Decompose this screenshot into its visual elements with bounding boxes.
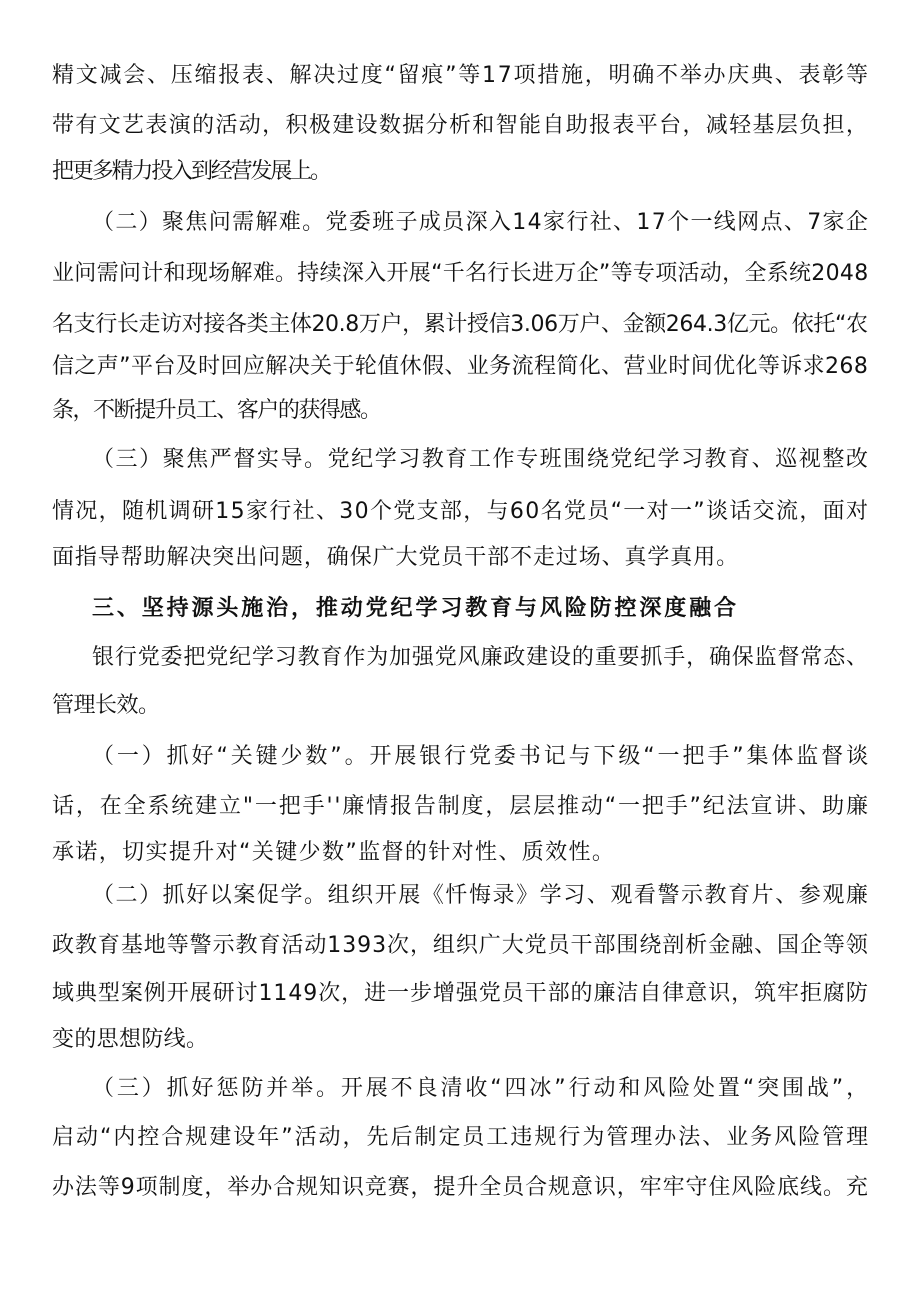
paragraph-line: 承诺，切实提升对“关键少数”监督的针对性、质效性。 <box>52 840 616 865</box>
paragraph-line: （三）聚焦严督实导。党纪学习教育工作专班围绕党纪学习教育、巡视整改 <box>92 447 870 472</box>
paragraph-line: 把更多精力投入到经营发展上。 <box>52 159 330 184</box>
paragraph-line: 信之声”平台及时回应解决关于轮值休假、业务流程简化、营业时间优化等诉求268 <box>52 354 869 379</box>
paragraph-line: 名支行长走访对接各类主体20.8万户，累计授信3.06万户、金额264.3亿元。依托“农 <box>52 312 868 337</box>
paragraph-line: 业问需问计和现场解难。持续深入开展“千名行长进万企”等专项活动，全系统2048 <box>52 261 869 286</box>
paragraph-line: （一）抓好“关键少数”。开展银行党委书记与下级“一把手”集体监督谈 <box>92 744 871 769</box>
paragraph-line: 面指导帮助解决突出问题，确保广大党员干部不走过场、真学真用。 <box>52 545 740 570</box>
paragraph-line: 管理长效。 <box>52 693 160 718</box>
paragraph-line: 情况，随机调研15家行社、30个党支部，与60名党员“一对一”谈话交流，面对 <box>52 499 870 524</box>
paragraph-line: 政教育基地等警示教育活动1393次，组织广大党员干部围绕剖析金融、国企等领 <box>52 933 869 958</box>
section-heading: 三、坚持源头施治，推动党纪学习教育与风险防控深度融合 <box>92 596 739 621</box>
paragraph-line: 变的思想防线。 <box>52 1027 209 1052</box>
paragraph-line: 带有文艺表演的活动，积极建设数据分析和智能自助报表平台，减轻基层负担， <box>52 113 870 138</box>
paragraph-line: （二）聚焦问需解难。党委班子成员深入14家行社、17个一线网点、7家企 <box>92 210 870 235</box>
paragraph-line: 话，在全系统建立"一把手''廉情报告制度，层层推动“一把手”纪法宣讲、助廉 <box>52 794 870 819</box>
paragraph-line: （三）抓好惩防并举。开展不良清收“四冰”行动和风险处置“突围战”， <box>92 1076 871 1101</box>
paragraph-line: 条，不断提升员工、客户的获得感。 <box>52 398 381 423</box>
paragraph-line: （二）抓好以案促学。组织开展《忏悔录》学习、观看警示教育片、参观廉 <box>92 883 870 908</box>
paragraph-line: 域典型案例开展研讨1149次，进一步增强党员干部的廉洁自律意识，筑牢拒腐防 <box>52 981 869 1006</box>
paragraph-line: 精文减会、压缩报表、解决过度“留痕”等17项措施，明确不举办庆典、表彰等 <box>52 63 870 88</box>
paragraph-line: 银行党委把党纪学习教育作为加强党风廉政建设的重要抓手，确保监督常态、 <box>92 645 869 670</box>
paragraph-line: 启动“内控合规建设年”活动，先后制定员工违规行为管理办法、业务风险管理 <box>52 1125 871 1150</box>
paragraph-line: 办法等9项制度，举办合规知识竞赛，提升全员合规意识，牢牢守住风险底线。充 <box>52 1175 869 1200</box>
